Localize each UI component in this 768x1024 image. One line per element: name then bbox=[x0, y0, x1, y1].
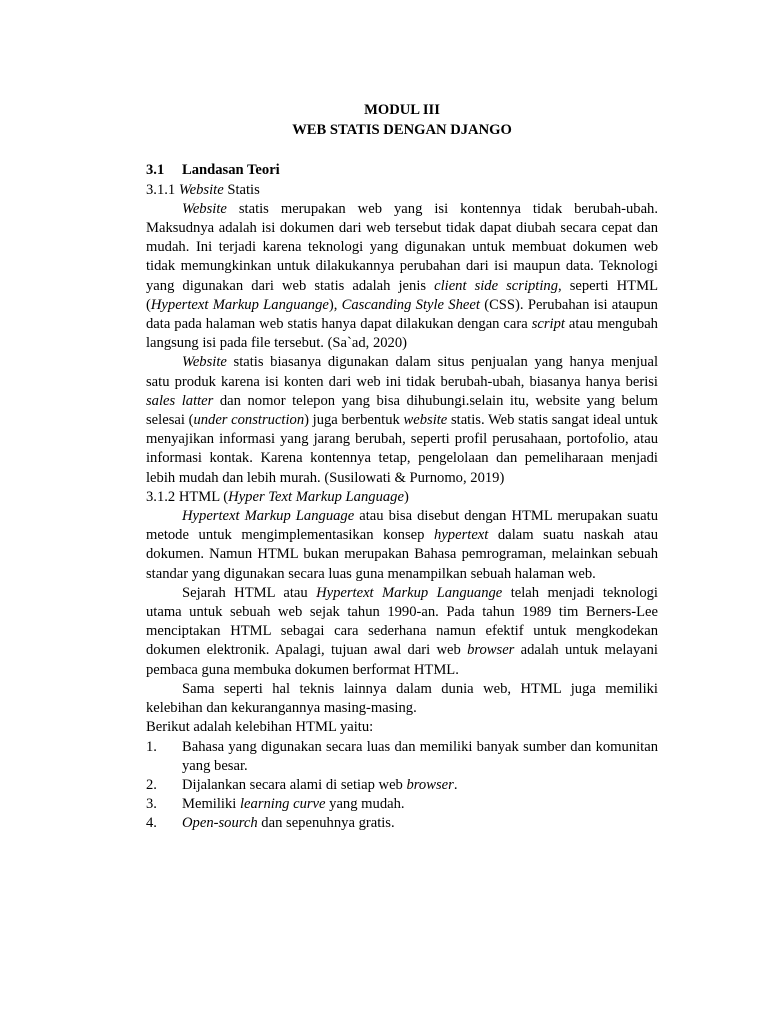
list-item bbox=[146, 776, 658, 795]
paragraph: Website statis biasanya digunakan dalam situs penjualan yang hanya menjual satu produk karena isi konten dari web ini tidak berubah-ubah, biasanya hanya berisi sales latter dan nomor telepon yang bisa dihubungi.selain itu, website yang belum selesai (under construction) juga berbentuk website statis. Web statis sangat ideal untuk menyajikan informasi yang jarang berubah, seperti profil perusahaan, portofolio, atau informasi kontak. Karena kontennya tetap, pengelolaan dan pemeliharaan menjadi lebih mudah dan lebih murah. (Susilowati & Purnomo, 2019) bbox=[146, 354, 658, 486]
italic-term: Hypertext Markup Languange bbox=[316, 584, 503, 601]
italic-term: client side scripting bbox=[434, 277, 559, 294]
italic-term: learning curve bbox=[239, 796, 326, 813]
page-content bbox=[146, 101, 658, 834]
module-title: MODUL III bbox=[364, 102, 440, 118]
module-subtitle: WEB STATIS DENGAN DJANGO bbox=[292, 121, 512, 138]
list-item-text: Bahasa yang digunakan secara luas dan memiliki banyak sumber dan komunitan yang besar. bbox=[182, 738, 658, 774]
subsection-heading: 3.1.1 Website Statis bbox=[146, 181, 260, 198]
list-item bbox=[146, 814, 658, 833]
italic-term: Website bbox=[178, 181, 224, 198]
paragraph: Sejarah HTML atau Hypertext Markup Languange telah menjadi teknologi utama untuk sebuah web sejak tahun 1990-an. Pada tahun 1989 tim Berners-Lee menciptakan HTML sebagai cara sederhana namun efektif untuk mengkodekan dokumen elektronik. Apalagi, tujuan awal dari web browser adalah untuk melayani pembaca guna membuka dokumen berformat HTML. bbox=[146, 584, 658, 678]
section-title: Landasan Teori bbox=[182, 162, 280, 179]
italic-term: website bbox=[403, 412, 448, 429]
italic-term: browser bbox=[467, 642, 515, 659]
subsection-heading: 3.1.2 HTML (Hyper Text Markup Language) bbox=[146, 488, 409, 505]
italic-term: sales latter bbox=[146, 392, 214, 409]
list-item-number: 1. bbox=[146, 738, 157, 755]
italic-term: Website bbox=[182, 354, 227, 371]
list-item bbox=[146, 795, 658, 814]
list-item-number: 2. bbox=[146, 776, 157, 793]
list-intro: Berikut adalah kelebihan HTML yaitu: bbox=[146, 719, 374, 736]
paragraph: Sama seperti hal teknis lainnya dalam dunia web, HTML juga memiliki kelebihan dan kekurangannya masing-masing. bbox=[146, 680, 658, 717]
italic-term: Website bbox=[182, 200, 227, 217]
list-item bbox=[146, 738, 658, 776]
list-item-number: 4. bbox=[146, 815, 157, 832]
section-heading bbox=[146, 161, 658, 180]
advantages-list bbox=[146, 738, 658, 834]
list-item-text: Memiliki learning curve yang mudah. bbox=[182, 796, 405, 813]
italic-term: Cascanding Style Sheet bbox=[341, 296, 480, 313]
italic-term: Hypertext Markup Languange bbox=[150, 296, 329, 313]
italic-term: script bbox=[531, 316, 565, 333]
list-item-number: 3. bbox=[146, 796, 157, 813]
paragraph: Website statis merupakan web yang isi kontennya tidak berubah-ubah. Maksudnya adalah isi dokumen dari web tersebut tidak dapat diubah secara cepat dan mudah. Ini terjadi karena teknologi yang digunakan untuk membuat dokumen web tidak memungkinkan untuk dilakukannya perubahan dari isi maupun data. Teknologi yang digunakan dari web statis adalah jenis client side scripting, seperti HTML (Hypertext Markup Languange), Cascanding Style Sheet (CSS). Perubahan isi ataupun data pada halaman web statis hanya dapat dilakukan dengan cara script atau mengubah langsung isi pada file tersebut. (Sa`ad, 2020) bbox=[146, 200, 658, 352]
list-item-text: Dijalankan secara alami di setiap web browser. bbox=[182, 776, 458, 793]
italic-term: browser bbox=[406, 776, 454, 793]
list-item-text: Open-sourch dan sepenuhnya gratis. bbox=[182, 815, 395, 832]
italic-term: Hyper Text Markup Language bbox=[228, 488, 404, 505]
italic-term: under construction bbox=[193, 412, 305, 429]
italic-term: hypertext bbox=[434, 527, 489, 544]
italic-term: Hypertext Markup Language bbox=[182, 508, 355, 525]
paragraph: Hypertext Markup Language atau bisa disebut dengan HTML merupakan suatu metode untuk mengimplementasikan konsep hypertext dalam suatu naskah atau dokumen. Namun HTML bukan merupakan Bahasa pemrograman, melainkan sebuah standar yang digunakan secara luas guna menampilkan sebuah halaman web. bbox=[146, 508, 658, 582]
section-number: 3.1 bbox=[146, 162, 165, 179]
italic-term: Open-sourch bbox=[182, 815, 258, 832]
